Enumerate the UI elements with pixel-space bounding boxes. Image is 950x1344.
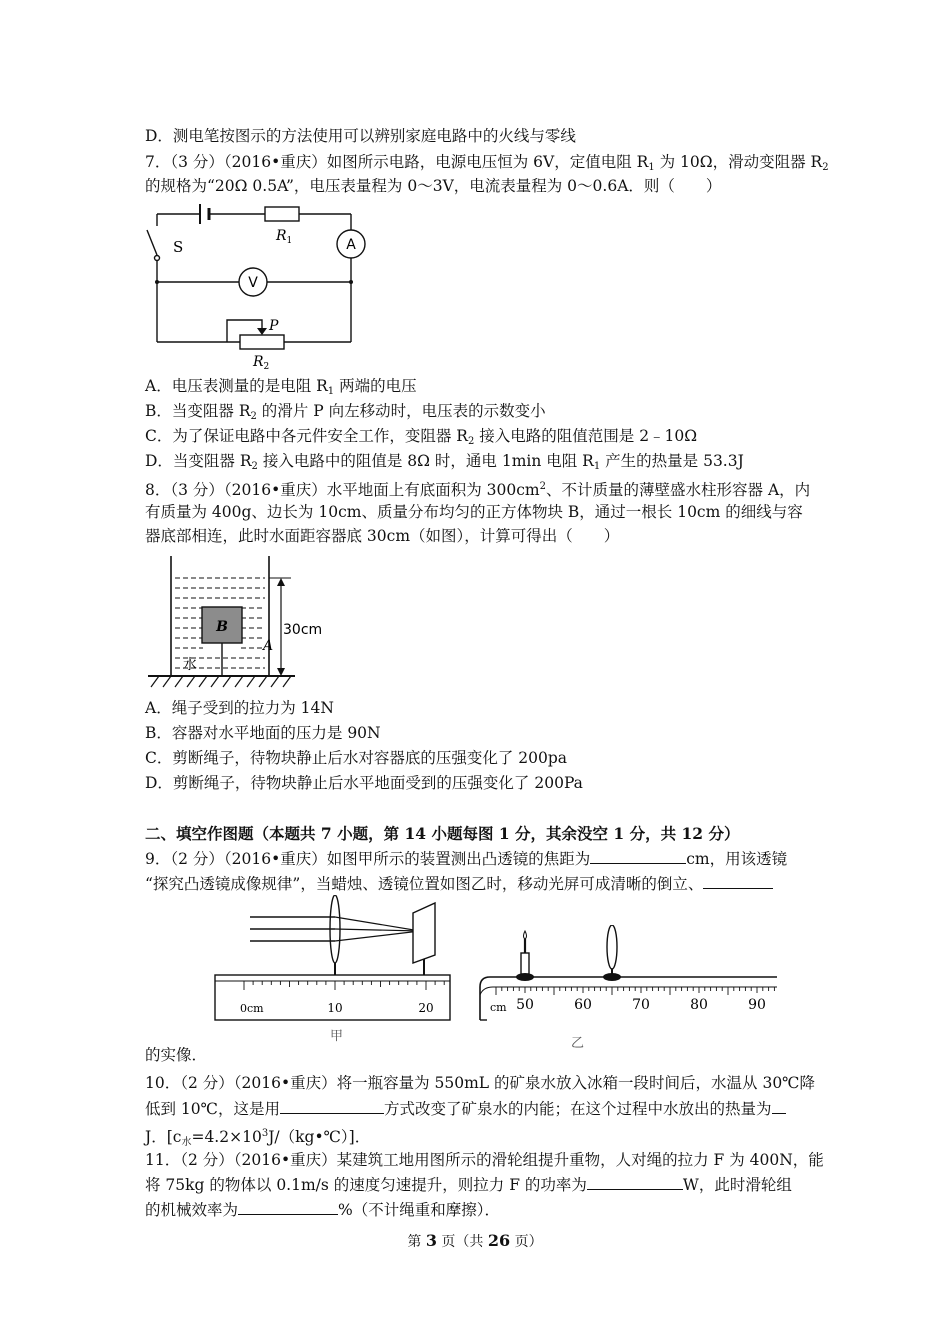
q7-stem-line2: 的规格为“20Ω 0.5A”，电压表量程为 0～3V，电流表量程为 0～0.6A．则（ ） bbox=[145, 177, 722, 195]
total-page-count: 26 bbox=[487, 1231, 511, 1250]
q8-stem-line1: 8．（3 分）（2016•重庆）水平地面上有底面积为 $300cm^2$、不计质量的薄壁盛水柱形容器 A，内 bbox=[145, 481, 811, 499]
q11-blank-1[interactable] bbox=[587, 1175, 683, 1190]
ruler-b-label-cm: cm bbox=[490, 1001, 507, 1014]
ruler-b-label-90: 90 bbox=[748, 997, 766, 1013]
r2-label: $R_2$ bbox=[253, 354, 270, 372]
page-footer: 第 3 页（共 26 页） bbox=[407, 1231, 543, 1250]
q9-stem-line3: 的实像． bbox=[145, 1046, 208, 1064]
switch-label: S bbox=[173, 238, 184, 256]
q7-option-b: B．当变阻器 $R_2$ 的滑片 P 向左移动时，电压表的示数变小 bbox=[145, 402, 546, 422]
q9-stem-line2: “探究凸透镜成像规律”，当蜡烛、透镜位置如图乙时，移动光屏可成清晰的倒立、 bbox=[145, 873, 810, 895]
q11-stem-line2: 将 75kg 的物体以 0.1m/s 的速度匀速提升，则拉力 F 的功率为 W，此时滑轮组 bbox=[145, 1176, 792, 1194]
q7-stem-line1: 7．（3 分）（2016•重庆）如图所示电路，电源电压恒为 6V，定值电阻 $R_1$ 为 10Ω，滑动变阻器 $R_2$ bbox=[145, 153, 829, 173]
q10-stem-line2: 低到 10℃，这是用 方式改变了矿泉水的内能；在这个过程中水放出的热量为 bbox=[145, 1098, 810, 1120]
q8-option-a: A．绳子受到的拉力为 14N bbox=[145, 699, 334, 717]
current-page-number: 3 bbox=[425, 1231, 437, 1250]
q7-option-c: C．为了保证电路中各元件安全工作，变阻器 $R_2$ 接入电路的阻值范围是 2﹣10Ω bbox=[145, 427, 698, 447]
q6-option-d: D．测电笔按图示的方法使用可以辨别家庭电路中的火线与零线 bbox=[145, 127, 576, 145]
q10-stem-line3: J．$[c_水=4.2\times 10^3J/(kg•℃)]$． bbox=[145, 1128, 371, 1148]
q7-option-d: D．当变阻器 $R_2$ 接入电路中的阻值是 8Ω 时，通电 1min 电阻 $R_1$ 产生的热量是 53.3J bbox=[145, 452, 744, 472]
ruler-a-ticks bbox=[244, 981, 444, 990]
q8-stem-line2: 有质量为 400g、边长为 10cm、质量分布均匀的正方体物块 B，通过一根长 10cm 的细线与容 bbox=[145, 503, 803, 521]
ruler-a-label-20: 20 bbox=[418, 1001, 434, 1015]
container-label: A bbox=[263, 638, 274, 654]
ruler-b-label-70: 70 bbox=[632, 997, 650, 1013]
voltmeter-label: V bbox=[248, 275, 258, 291]
section-2-title: 二、填空作图题（本题共 7 小题，第 14 小题每图 1 分，其余没空 1 分，共 12 分） bbox=[145, 824, 740, 843]
q9-blank-2[interactable] bbox=[703, 874, 773, 889]
r1-label: $R_1$ bbox=[276, 228, 293, 246]
q11-stem-line3: 的机械效率为 %（不计绳重和摩擦）． bbox=[145, 1201, 500, 1219]
q8-option-d: D．剪断绳子，待物块静止后水平地面受到的压强变化了 200Pa bbox=[145, 774, 583, 792]
q7-option-a: A．电压表测量的是电阻 $R_1$ 两端的电压 bbox=[145, 377, 417, 397]
slider-arrow bbox=[257, 328, 267, 335]
q8-container-diagram bbox=[145, 552, 335, 692]
q11-stem-line1: 11．（2 分）（2016•重庆）某建筑工地用图所示的滑轮组提升重物，人对绳的拉力 F 为 400N，能 bbox=[145, 1151, 824, 1169]
ruler-b-label-60: 60 bbox=[574, 997, 592, 1013]
q10-blank-2[interactable] bbox=[772, 1099, 786, 1114]
q9-figure-b bbox=[475, 925, 785, 1053]
q7-circuit-diagram bbox=[145, 200, 375, 372]
figure-b-caption: 乙 bbox=[571, 1036, 585, 1051]
slider-label: P bbox=[269, 318, 279, 334]
q9-stem-line1: 9．（2 分）（2016•重庆）如图甲所示的装置测出凸透镜的焦距为 cm，用该透镜 bbox=[145, 850, 788, 868]
q8-option-b: B．容器对水平地面的压力是 90N bbox=[145, 724, 381, 742]
q10-stem-line1: 10．（2 分）（2016•重庆）将一瓶容量为 550mL 的矿泉水放入冰箱一段时间后，水温从 30℃降 bbox=[145, 1074, 816, 1092]
ruler-a-label-10: 10 bbox=[327, 1001, 343, 1015]
q10-blank-1[interactable] bbox=[280, 1099, 384, 1114]
water-label: 水 bbox=[183, 657, 197, 673]
height-label: 30cm bbox=[283, 622, 323, 638]
cube-label: B bbox=[216, 619, 228, 635]
q8-option-c: C．剪断绳子，待物块静止后水对容器底的压强变化了 200pa bbox=[145, 749, 568, 767]
ruler-b-ticks bbox=[496, 987, 774, 995]
q8-stem-line3: 器底部相连，此时水面距容器底 30cm（如图），计算可得出（ ） bbox=[145, 527, 620, 545]
ruler-b-label-50: 50 bbox=[516, 997, 534, 1013]
q11-blank-2[interactable] bbox=[238, 1200, 338, 1215]
q9-blank-1[interactable] bbox=[590, 849, 686, 864]
ammeter-label: A bbox=[346, 237, 356, 253]
ruler-a-label-0: 0cm bbox=[240, 1002, 264, 1015]
figure-a-caption: 甲 bbox=[330, 1029, 344, 1044]
q9-figure-a bbox=[210, 895, 455, 1045]
ruler-b-label-80: 80 bbox=[690, 997, 708, 1013]
